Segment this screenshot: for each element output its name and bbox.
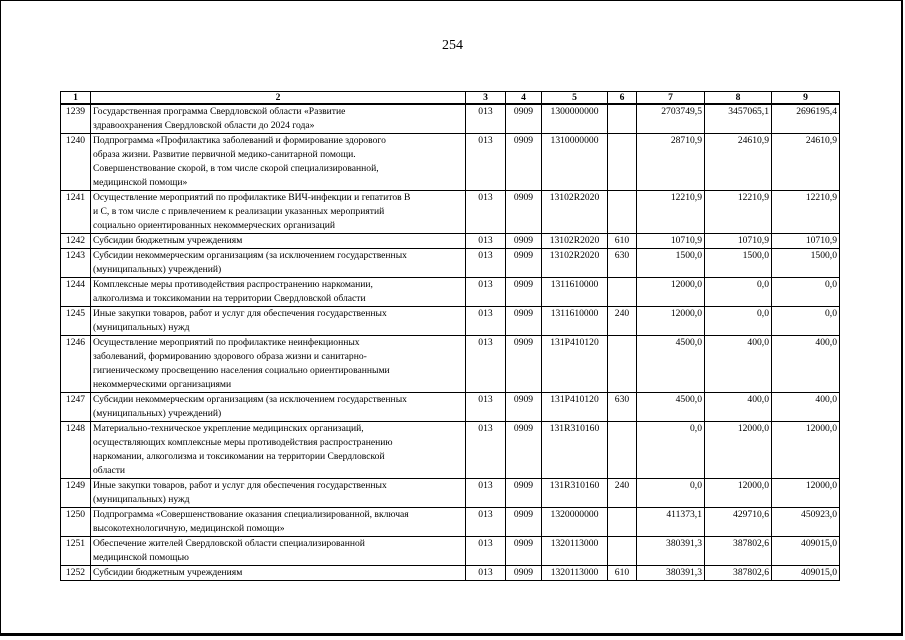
item-name-cell xyxy=(91,234,466,249)
item-name-line: Субсидии некоммерческим организациям (за исключением государственных xyxy=(93,250,407,261)
amount-year3-cell: 0,0 xyxy=(772,307,840,336)
amount-year2-cell: 12000,0 xyxy=(705,422,772,479)
amount-year1-cell: 380391,3 xyxy=(637,566,705,581)
amount-year1-cell: 0,0 xyxy=(637,422,705,479)
section-code-cell: 0909 xyxy=(506,278,542,307)
amount-year1-cell: 380391,3 xyxy=(637,537,705,566)
amount-year2-cell: 1500,0 xyxy=(705,249,772,278)
item-name-cell xyxy=(91,249,466,278)
header-cell: 4 xyxy=(506,92,542,105)
item-name-line: Обеспечение жителей Свердловской области специализированной xyxy=(93,538,365,549)
department-code-cell: 013 xyxy=(466,508,506,537)
row-number-cell: 1243 xyxy=(61,249,91,278)
item-name-cell xyxy=(91,422,466,479)
row-number-cell: 1247 xyxy=(61,393,91,422)
amount-year3-cell: 24610,9 xyxy=(772,134,840,191)
amount-year2-cell: 12000,0 xyxy=(705,479,772,508)
header-cell: 9 xyxy=(772,92,840,105)
item-name-line: медицинской помощью xyxy=(93,552,189,563)
target-article-cell: 131P410120 xyxy=(542,336,608,393)
header-cell: 8 xyxy=(705,92,772,105)
target-article-cell: 13102R2020 xyxy=(542,249,608,278)
amount-year3-cell: 400,0 xyxy=(772,336,840,393)
expense-type-cell xyxy=(608,422,637,479)
amount-year3-cell: 12000,0 xyxy=(772,422,840,479)
item-name-line: (муниципальных) учреждений) xyxy=(93,264,222,275)
table-row xyxy=(61,393,840,422)
item-name-line: заболеваний, формированию здорового образа жизни и санитарно- xyxy=(93,351,367,362)
table-row xyxy=(61,249,840,278)
expense-type-cell xyxy=(608,191,637,234)
item-name-line: здравоохранения Свердловской области до 2024 года» xyxy=(93,120,315,131)
section-code-cell: 0909 xyxy=(506,234,542,249)
section-code-cell: 0909 xyxy=(506,422,542,479)
item-name-line: Субсидии бюджетным учреждениям xyxy=(93,235,243,246)
header-cell: 7 xyxy=(637,92,705,105)
amount-year3-cell: 450923,0 xyxy=(772,508,840,537)
row-number-cell: 1252 xyxy=(61,566,91,581)
department-code-cell: 013 xyxy=(466,249,506,278)
department-code-cell: 013 xyxy=(466,104,506,134)
department-code-cell: 013 xyxy=(466,278,506,307)
item-name-line: области xyxy=(93,465,126,476)
amount-year1-cell: 12210,9 xyxy=(637,191,705,234)
section-code-cell: 0909 xyxy=(506,307,542,336)
item-name-cell xyxy=(91,104,466,134)
item-name-cell xyxy=(91,479,466,508)
item-name-line: медицинской помощи» xyxy=(93,177,188,188)
table-row xyxy=(61,104,840,134)
department-code-cell: 013 xyxy=(466,422,506,479)
amount-year2-cell: 0,0 xyxy=(705,278,772,307)
row-number-cell: 1246 xyxy=(61,336,91,393)
item-name-cell xyxy=(91,336,466,393)
row-number-cell: 1239 xyxy=(61,104,91,134)
table-body xyxy=(61,104,840,581)
amount-year3-cell: 12000,0 xyxy=(772,479,840,508)
amount-year3-cell: 2696195,4 xyxy=(772,104,840,134)
target-article-cell: 13102R2020 xyxy=(542,234,608,249)
target-article-cell: 13102R2020 xyxy=(542,191,608,234)
expense-type-cell xyxy=(608,104,637,134)
item-name-line: Иные закупки товаров, работ и услуг для обеспечения государственных xyxy=(93,308,387,319)
item-name-cell xyxy=(91,278,466,307)
item-name-line: социально ориентированных некоммерческих организаций xyxy=(93,220,335,231)
page-number: 254 xyxy=(442,38,463,53)
item-name-cell xyxy=(91,566,466,581)
expense-type-cell xyxy=(608,134,637,191)
item-name-line: Материально-техническое укрепление медицинских организаций, xyxy=(93,423,364,434)
department-code-cell: 013 xyxy=(466,393,506,422)
expense-type-cell: 630 xyxy=(608,249,637,278)
target-article-cell: 1320113000 xyxy=(542,566,608,581)
amount-year2-cell: 387802,6 xyxy=(705,566,772,581)
target-article-cell: 1311610000 xyxy=(542,307,608,336)
table-header-row xyxy=(61,92,840,105)
item-name-cell xyxy=(91,508,466,537)
row-number-cell: 1249 xyxy=(61,479,91,508)
item-name-line: Субсидии некоммерческим организациям (за исключением государственных xyxy=(93,394,407,405)
header-cell: 5 xyxy=(542,92,608,105)
row-number-cell: 1241 xyxy=(61,191,91,234)
amount-year2-cell: 0,0 xyxy=(705,307,772,336)
table-row xyxy=(61,566,840,581)
header-cell: 2 xyxy=(91,92,466,105)
item-name-line: Осуществление мероприятий по профилактике неинфекционных xyxy=(93,337,360,348)
department-code-cell: 013 xyxy=(466,566,506,581)
table-row xyxy=(61,422,840,479)
expense-type-cell xyxy=(608,336,637,393)
item-name-line: высокотехнологичную, медицинской помощи» xyxy=(93,523,285,534)
department-code-cell: 013 xyxy=(466,336,506,393)
expense-type-cell: 610 xyxy=(608,234,637,249)
item-name-line: алкоголизма и токсикомании на территории Свердловской области xyxy=(93,293,366,304)
department-code-cell: 013 xyxy=(466,191,506,234)
row-number-cell: 1240 xyxy=(61,134,91,191)
section-code-cell: 0909 xyxy=(506,508,542,537)
amount-year1-cell: 12000,0 xyxy=(637,278,705,307)
amount-year2-cell: 429710,6 xyxy=(705,508,772,537)
expense-type-cell: 240 xyxy=(608,479,637,508)
amount-year1-cell: 2703749,5 xyxy=(637,104,705,134)
row-number-cell: 1244 xyxy=(61,278,91,307)
amount-year3-cell: 409015,0 xyxy=(772,537,840,566)
budget-table xyxy=(60,91,840,581)
item-name-line: гигиеническому просвещению населения социально ориентированными xyxy=(93,365,390,376)
expense-type-cell: 240 xyxy=(608,307,637,336)
row-number-cell: 1242 xyxy=(61,234,91,249)
item-name-line: Совершенствование скорой, в том числе скорой специализированной, xyxy=(93,163,379,174)
item-name-line: Осуществление мероприятий по профилактике ВИЧ-инфекции и гепатитов В xyxy=(93,192,411,203)
amount-year2-cell: 24610,9 xyxy=(705,134,772,191)
section-code-cell: 0909 xyxy=(506,134,542,191)
item-name-cell xyxy=(91,191,466,234)
table-row xyxy=(61,134,840,191)
target-article-cell: 131R310160 xyxy=(542,422,608,479)
section-code-cell: 0909 xyxy=(506,479,542,508)
amount-year1-cell: 4500,0 xyxy=(637,393,705,422)
table-row xyxy=(61,278,840,307)
item-name-line: (муниципальных) нужд xyxy=(93,494,190,505)
table-row xyxy=(61,191,840,234)
header-cell: 3 xyxy=(466,92,506,105)
department-code-cell: 013 xyxy=(466,234,506,249)
section-code-cell: 0909 xyxy=(506,104,542,134)
expense-type-cell: 630 xyxy=(608,393,637,422)
table-row xyxy=(61,336,840,393)
amount-year1-cell: 1500,0 xyxy=(637,249,705,278)
item-name-line: Субсидии бюджетным учреждениям xyxy=(93,567,243,578)
item-name-cell xyxy=(91,134,466,191)
target-article-cell: 1300000000 xyxy=(542,104,608,134)
item-name-line: и С, в том числе с привлечением к реализации указанных мероприятий xyxy=(93,206,385,217)
item-name-line: Иные закупки товаров, работ и услуг для обеспечения государственных xyxy=(93,480,387,491)
target-article-cell: 1320113000 xyxy=(542,537,608,566)
item-name-line: осуществляющих комплексные меры противодействия распространению xyxy=(93,437,393,448)
item-name-line: образа жизни. Развитие первичной медико-санитарной помощи. xyxy=(93,149,356,160)
row-number-cell: 1248 xyxy=(61,422,91,479)
department-code-cell: 013 xyxy=(466,537,506,566)
row-number-cell: 1245 xyxy=(61,307,91,336)
item-name-line: Государственная программа Свердловской области «Развитие xyxy=(93,106,346,117)
amount-year2-cell: 10710,9 xyxy=(705,234,772,249)
section-code-cell: 0909 xyxy=(506,566,542,581)
amount-year1-cell: 0,0 xyxy=(637,479,705,508)
target-article-cell: 1320000000 xyxy=(542,508,608,537)
expense-type-cell xyxy=(608,537,637,566)
amount-year2-cell: 12210,9 xyxy=(705,191,772,234)
amount-year1-cell: 411373,1 xyxy=(637,508,705,537)
row-number-cell: 1251 xyxy=(61,537,91,566)
department-code-cell: 013 xyxy=(466,479,506,508)
header-cell: 1 xyxy=(61,92,91,105)
item-name-line: Подпрограмма «Совершенствование оказания специализированной, включая xyxy=(93,509,409,520)
amount-year3-cell: 12210,9 xyxy=(772,191,840,234)
amount-year3-cell: 400,0 xyxy=(772,393,840,422)
item-name-cell xyxy=(91,393,466,422)
section-code-cell: 0909 xyxy=(506,393,542,422)
section-code-cell: 0909 xyxy=(506,249,542,278)
expense-type-cell xyxy=(608,278,637,307)
header-cell: 6 xyxy=(608,92,637,105)
table-row xyxy=(61,234,840,249)
department-code-cell: 013 xyxy=(466,134,506,191)
item-name-cell xyxy=(91,307,466,336)
amount-year3-cell: 10710,9 xyxy=(772,234,840,249)
section-code-cell: 0909 xyxy=(506,191,542,234)
expense-type-cell: 610 xyxy=(608,566,637,581)
amount-year3-cell: 0,0 xyxy=(772,278,840,307)
target-article-cell: 131P410120 xyxy=(542,393,608,422)
department-code-cell: 013 xyxy=(466,307,506,336)
amount-year1-cell: 4500,0 xyxy=(637,336,705,393)
amount-year2-cell: 400,0 xyxy=(705,336,772,393)
table-row xyxy=(61,307,840,336)
item-name-line: (муниципальных) учреждений) xyxy=(93,408,222,419)
expense-type-cell xyxy=(608,508,637,537)
target-article-cell: 1311610000 xyxy=(542,278,608,307)
item-name-line: наркомании, алкоголизма и токсикомании на территории Свердловской xyxy=(93,451,385,462)
amount-year3-cell: 1500,0 xyxy=(772,249,840,278)
amount-year1-cell: 12000,0 xyxy=(637,307,705,336)
section-code-cell: 0909 xyxy=(506,537,542,566)
item-name-line: (муниципальных) нужд xyxy=(93,322,190,333)
item-name-line: некоммерческими организациями xyxy=(93,379,232,390)
item-name-cell xyxy=(91,537,466,566)
item-name-line: Подпрограмма «Профилактика заболеваний и формирование здорового xyxy=(93,135,386,146)
table-row xyxy=(61,508,840,537)
item-name-line: Комплексные меры противодействия распространению наркомании, xyxy=(93,279,373,290)
amount-year2-cell: 387802,6 xyxy=(705,537,772,566)
amount-year2-cell: 3457065,1 xyxy=(705,104,772,134)
table-row xyxy=(61,479,840,508)
amount-year3-cell: 409015,0 xyxy=(772,566,840,581)
row-number-cell: 1250 xyxy=(61,508,91,537)
target-article-cell: 1310000000 xyxy=(542,134,608,191)
amount-year1-cell: 10710,9 xyxy=(637,234,705,249)
table-row xyxy=(61,537,840,566)
target-article-cell: 131R310160 xyxy=(542,479,608,508)
amount-year2-cell: 400,0 xyxy=(705,393,772,422)
section-code-cell: 0909 xyxy=(506,336,542,393)
amount-year1-cell: 28710,9 xyxy=(637,134,705,191)
